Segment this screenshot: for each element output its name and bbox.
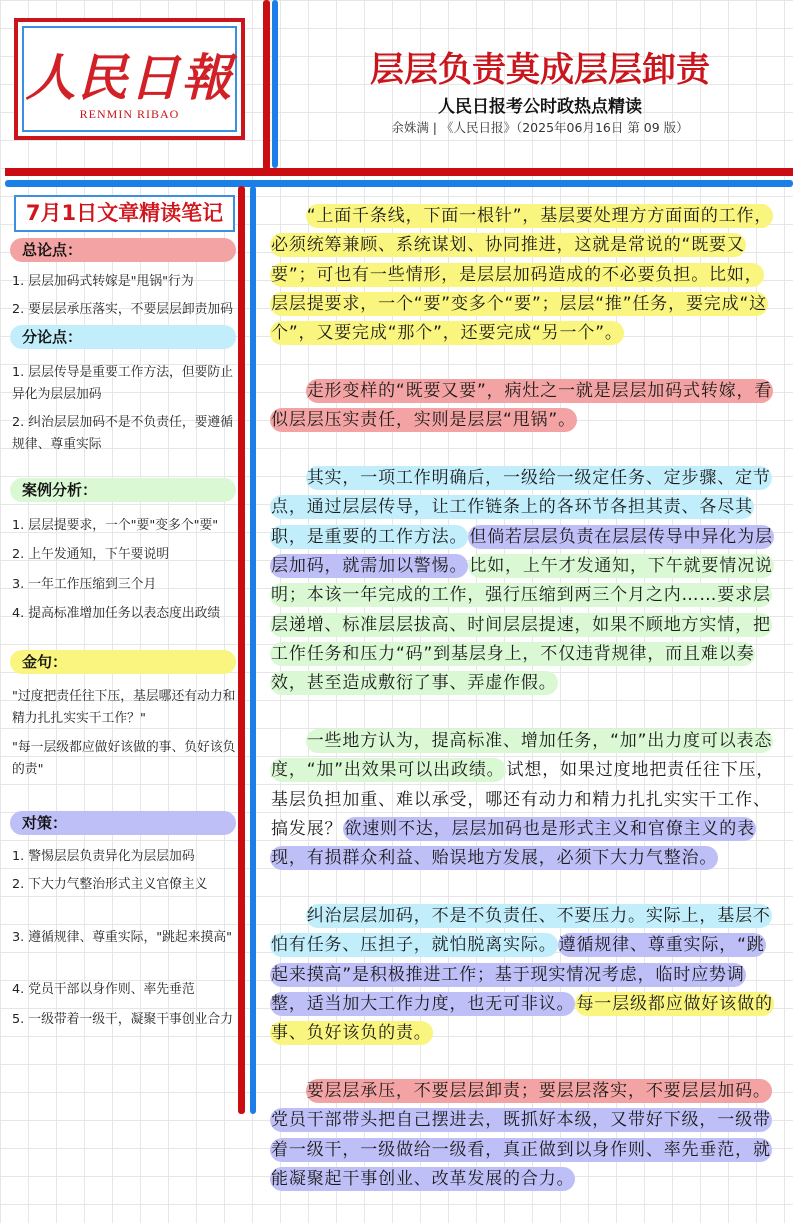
header-blue-divider: [272, 0, 278, 168]
article-body: [270, 202, 776, 1223]
column-red-divider: [238, 186, 245, 1114]
logo-chinese: 人民日報: [25, 48, 234, 107]
notes-item: 3. 遵循规律、尊重实际，"跳起来摸高": [12, 930, 233, 945]
notes-item: 1. 层层传导是重要工作方法，但要防止异化为层层加码: [12, 365, 234, 402]
notes-item: "过度把责任往下压，基层哪还有动力和精力扎扎实实干工作？": [12, 689, 236, 726]
notes-item: 2. 上午发通知，下午要说明: [12, 547, 170, 562]
column-blue-divider: [250, 186, 256, 1114]
highlighted-text: 每一层级都应做好该做的事、负好该负的责。: [271, 993, 773, 1044]
highlighted-text: 比如，上午才发通知，下午就要情况说明；本该一年完成的工作，强行压缩到两三个月之内……要求层层递增、标准层层拔高、时间层层提速，如果不顾地方实情，把工作任务和压力“码”到基层身上，不仅违背规律，而且难以奏效，甚至造成敷衍了事、弄虚作假。: [271, 555, 773, 694]
article-byline: 余姝满 | 《人民日报》（2025年06月16日 第 09 版）: [391, 120, 689, 135]
notes-item: 4. 党员干部以身作则、率先垂范: [12, 982, 195, 997]
article-title: 层层负责莫成层层卸责: [370, 50, 710, 90]
renmin-ribao-logo: [14, 18, 245, 140]
notes-heading: 金句：: [10, 650, 236, 674]
highlighted-text: 纠治层层加码，不是不负责任、不要压力。实际上，基层不怕有任务、压担子，就怕脱离实际。: [271, 905, 771, 956]
highlighted-text: 欲速则不达，层层加码也是形式主义和官僚主义的表现，有损群众利益、贻误地方发展，必须下大力气整治。: [271, 818, 755, 869]
article-paragraph: [270, 727, 776, 873]
header-red-divider: [263, 0, 270, 170]
notes-title: 7月1日文章精读笔记: [14, 195, 235, 232]
highlighted-text: 但倘若层层负责在层层传导中异化为层层加码，就需加以警惕。: [271, 526, 773, 576]
notes-heading: 分论点：: [10, 325, 236, 349]
article-paragraph: [270, 377, 776, 436]
article-paragraph: [270, 902, 776, 1048]
article-paragraph: [270, 464, 776, 698]
highlighted-text: 试想，如果过度地把责任往下压，基层负担加重、难以承受，哪还有动力和精力扎扎实实干工作、搞发展？: [271, 760, 775, 839]
highlighted-text: 遵循规律、尊重实际，“跳起来摸高”是积极推进工作；基于现实情况考虑，临时应势调整，适当加大工作力度，也无可非议。: [271, 935, 765, 1014]
notes-heading: 总论点：: [10, 238, 236, 262]
notes-item: 2. 下大力气整治形式主义官僚主义: [12, 877, 208, 892]
highlighted-text: 其实，一项工作明确后，一级给一级定任务、定步骤、定节点，通过层层传导，让工作链条上的各环节各担其责、各尽其职，是重要的工作方法。: [271, 468, 771, 547]
notes-item: 3. 一年工作压缩到三个月: [12, 577, 157, 592]
notes-item: 1. 层层提要求，一个"要"变多个"要": [12, 518, 219, 533]
highlighted-text: 走形变样的“既要又要”，病灶之一就是层层加码式转嫁，看似层层压实责任，实则是层层“甩锅”。: [271, 380, 773, 431]
highlighted-text: “上面千条线，下面一根针”，基层要处理方方面面的工作，必须统筹兼顾、系统谋划、协同推进，这就是常说的“既要又要”；可也有一些情形，是层层加码造成的不必要负担。比如，层层提要求，一个“要”变多个“要”；层层“推”任务，要完成“这个”，又要完成“那个”，还要完成“另一个”。: [271, 206, 773, 344]
notes-item: "每一层级都应做好该做的事、负好该负的责": [12, 740, 236, 777]
highlighted-text: 要层层承压，不要层层卸责；要层层落实，不要层层加码。: [306, 1080, 771, 1101]
highlighted-text: 党员干部带头把自己摆进去，既抓好本级，又带好下级，一级带着一级干，一级做给一级看，真正做到以身作则、率先垂范，就能凝聚起干事创业、改革发展的合力。: [271, 1110, 771, 1189]
notes-heading: 对策：: [10, 811, 236, 835]
notes-item: 1. 警惕层层负责异化为层层加码: [12, 849, 195, 864]
article-paragraph: [270, 202, 776, 348]
logo-frame: [22, 26, 237, 132]
notes-item: 1. 层层加码式转嫁是"甩锅"行为: [12, 274, 194, 289]
notes-item: 5. 一级带着一级干，凝聚干事创业合力: [12, 1012, 234, 1027]
highlighted-text: 一些地方认为，提高标准、增加任务，“加”出力度可以表态度，“加”出效果可以出政绩。: [271, 730, 773, 781]
logo-english: RENMIN RIBAO: [79, 107, 180, 121]
article-paragraph: [270, 1077, 776, 1194]
notes-item: 2. 纠治层层加码不是不负责任，要遵循规律、尊重实际: [12, 415, 234, 452]
header-red-rule: [5, 168, 793, 176]
notes-heading: 案例分析：: [10, 478, 236, 502]
header-blue-rule: [5, 180, 793, 187]
notes-item: 2. 要层层承压落实，不要层层卸责加码: [12, 302, 234, 317]
notes-item: 4. 提高标准增加任务以表态度出政绩: [12, 606, 221, 621]
article-subtitle: 人民日报考公时政热点精读: [438, 97, 642, 117]
